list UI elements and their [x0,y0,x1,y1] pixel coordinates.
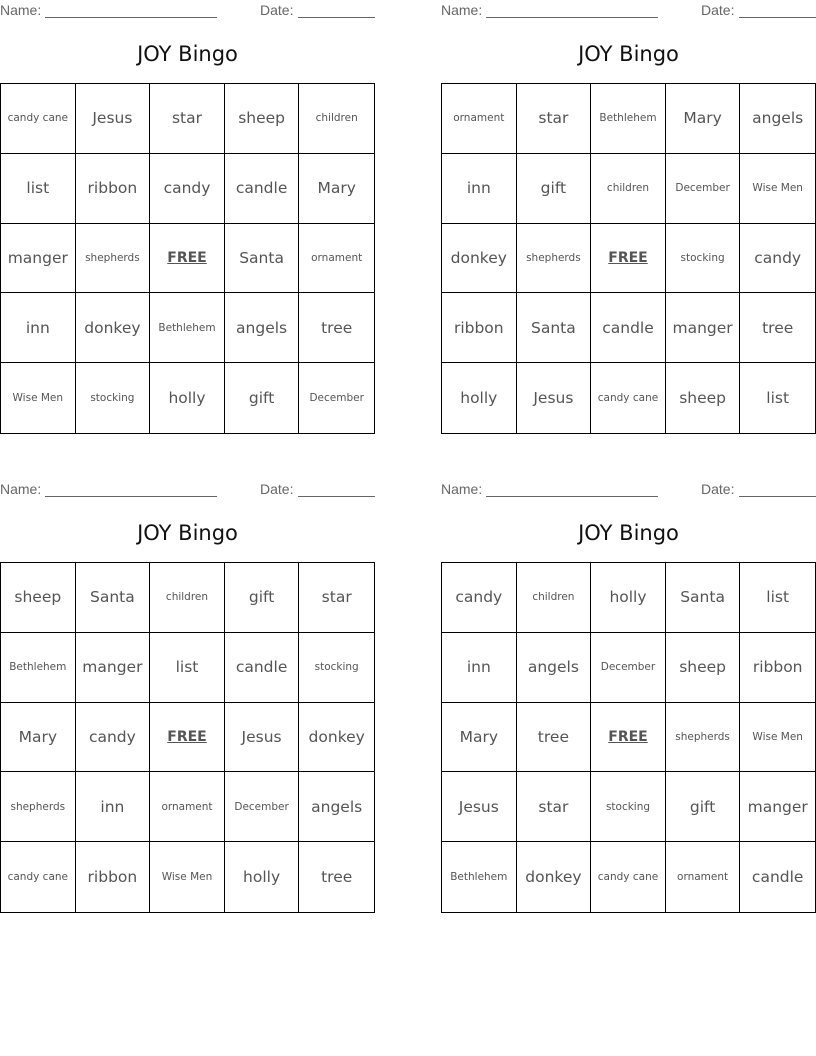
bingo-cell: sheep [225,84,300,154]
bingo-cell: inn [442,633,517,703]
bingo-cell: ornament [442,84,517,154]
card-title: JOY Bingo [578,521,679,545]
bingo-cell: inn [1,293,76,363]
bingo-cell: manger [740,772,815,842]
bingo-cell: gift [666,772,741,842]
bingo-cell: sheep [666,633,741,703]
bingo-cell: holly [150,363,225,433]
bingo-cell: Jesus [517,363,592,433]
bingo-cell: Mary [666,84,741,154]
bingo-cell: candle [225,154,300,224]
name-date-row [0,481,375,499]
date-blank [739,17,816,18]
free-space: FREE [150,703,225,773]
name-date-row [441,481,816,499]
bingo-cell: gift [517,154,592,224]
name-label: Name: [441,481,483,497]
bingo-cell: candle [591,293,666,363]
bingo-cell: candy cane [1,842,76,912]
name-blank [486,17,658,18]
bingo-cell: ribbon [76,154,151,224]
bingo-cell: Mary [299,154,374,224]
name-blank [486,496,658,497]
bingo-cell: Wise Men [740,703,815,773]
bingo-cell: stocking [299,633,374,703]
card-title: JOY Bingo [137,42,238,66]
bingo-grid [441,562,816,913]
free-space: FREE [150,224,225,294]
bingo-cell: shepherds [517,224,592,294]
bingo-cell: gift [225,563,300,633]
bingo-cell: shepherds [76,224,151,294]
bingo-cell: inn [76,772,151,842]
bingo-cell: manger [666,293,741,363]
bingo-cell: candy [442,563,517,633]
name-date-row [441,2,816,20]
bingo-cell: Bethlehem [591,84,666,154]
bingo-cell: star [517,84,592,154]
bingo-cell: children [517,563,592,633]
bingo-card-2 [441,0,816,440]
name-label: Name: [441,2,483,18]
bingo-cell: angels [299,772,374,842]
bingo-cell: candy cane [591,363,666,433]
bingo-cell: list [766,389,790,408]
bingo-cell: list [740,563,815,633]
bingo-cell: candy [740,224,815,294]
bingo-cell: star [517,772,592,842]
free-space: FREE [591,224,666,294]
name-blank [45,17,217,18]
bingo-cell: Santa [517,293,592,363]
bingo-cell: tree [517,703,592,773]
bingo-card-1 [0,0,375,440]
bingo-cell: donkey [442,224,517,294]
bingo-cell: stocking [591,772,666,842]
bingo-cell: donkey [76,293,151,363]
date-label: Date: [260,2,294,18]
bingo-cell: candle [225,633,300,703]
name-date-row [0,2,375,20]
bingo-cell: Bethlehem [1,633,76,703]
date-label: Date: [701,2,735,18]
bingo-cell: manger [1,224,76,294]
bingo-cell: Jesus [76,84,151,154]
bingo-cell: star [150,84,225,154]
bingo-cell: shepherds [1,772,76,842]
bingo-cell: gift [225,363,300,433]
bingo-cell: ornament [299,224,374,294]
bingo-cell: holly [442,363,517,433]
bingo-cell: ribbon [76,842,151,912]
date-label: Date: [260,481,294,497]
date-blank [298,17,375,18]
bingo-cell: stocking [76,363,151,433]
name-blank [45,496,217,497]
bingo-cell: manger [76,633,151,703]
bingo-cell: candy cane [591,842,666,912]
bingo-cell: Wise Men [150,842,225,912]
bingo-cell: Bethlehem [442,842,517,912]
bingo-cell: candle [751,868,804,887]
bingo-cell: angels [225,293,300,363]
bingo-cell: holly [591,563,666,633]
bingo-cell: December [225,772,300,842]
bingo-cell: tree [299,293,374,363]
bingo-cell: Mary [442,703,517,773]
name-label: Name: [0,481,42,497]
bingo-card-4 [441,479,816,919]
bingo-cell: candy cane [1,84,76,154]
bingo-cell: donkey [517,842,592,912]
bingo-cell: December [591,633,666,703]
bingo-cell: December [309,392,364,405]
bingo-cell: tree [740,293,815,363]
bingo-cell: ornament [666,842,741,912]
bingo-cell: holly [225,842,300,912]
bingo-cell: children [591,154,666,224]
bingo-cell: Mary [1,703,76,773]
bingo-cell: donkey [299,703,374,773]
bingo-cell: angels [740,84,815,154]
bingo-cell: tree [321,868,353,887]
bingo-cell: children [150,563,225,633]
date-blank [298,496,375,497]
date-label: Date: [701,481,735,497]
bingo-grid [0,562,375,913]
bingo-cell: Wise Men [1,363,76,433]
free-space: FREE [591,703,666,773]
bingo-cell: Santa [76,563,151,633]
bingo-cell: ribbon [740,633,815,703]
date-blank [739,496,816,497]
bingo-cell: Bethlehem [150,293,225,363]
bingo-grid [0,83,375,434]
bingo-cell: angels [517,633,592,703]
bingo-cell: ribbon [442,293,517,363]
bingo-cell: Santa [225,224,300,294]
bingo-cell: Jesus [442,772,517,842]
bingo-cell: children [299,84,374,154]
bingo-grid [441,83,816,434]
bingo-cell: Wise Men [740,154,815,224]
name-label: Name: [0,2,42,18]
bingo-cell: candy [76,703,151,773]
bingo-card-3 [0,479,375,919]
bingo-cell: Jesus [225,703,300,773]
bingo-cell: shepherds [666,703,741,773]
bingo-cell: December [666,154,741,224]
card-title: JOY Bingo [578,42,679,66]
bingo-cell: inn [442,154,517,224]
bingo-cell: list [150,633,225,703]
bingo-cell: ornament [150,772,225,842]
bingo-cell: list [1,154,76,224]
bingo-cell: sheep [666,363,741,433]
bingo-cell: star [299,563,374,633]
card-title: JOY Bingo [137,521,238,545]
bingo-cell: sheep [1,563,76,633]
bingo-cell: candy [150,154,225,224]
bingo-cell: stocking [666,224,741,294]
bingo-cell: Santa [666,563,741,633]
